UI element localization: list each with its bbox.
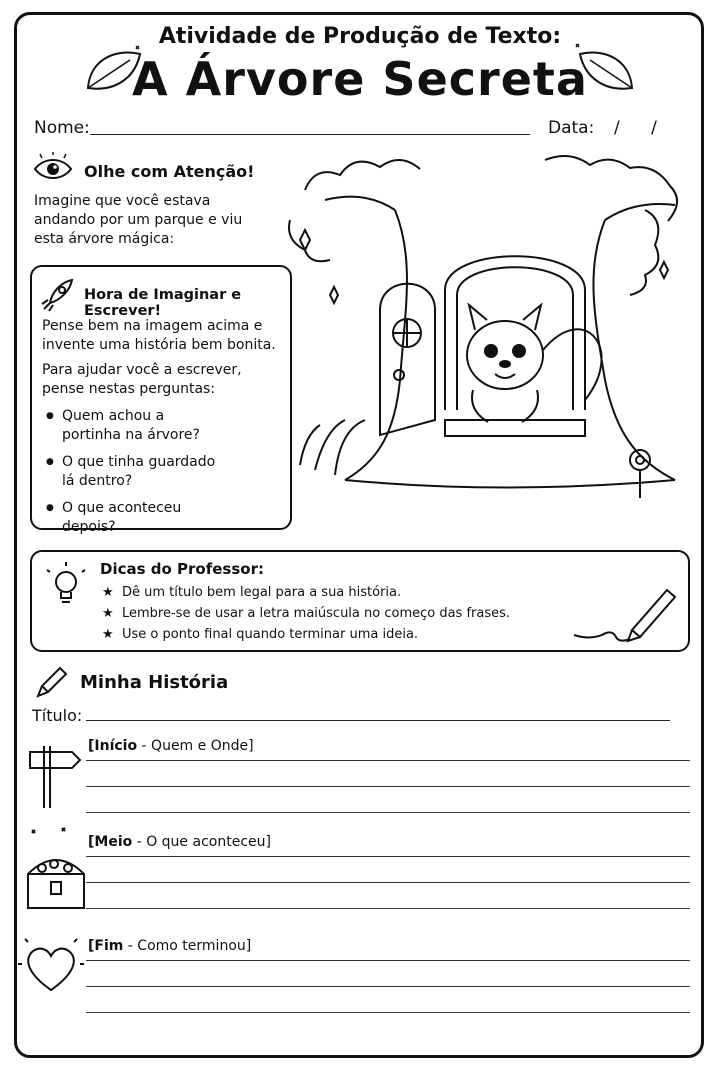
section-middle-label	[88, 834, 271, 850]
writing-line[interactable]	[86, 856, 690, 857]
writing-line[interactable]	[86, 812, 690, 813]
name-field[interactable]	[90, 134, 530, 135]
imagine-heading: Hora de Imaginar e Escrever!	[84, 287, 242, 319]
list-item: ● O que tinha guardado lá dentro?	[42, 453, 222, 491]
writing-line[interactable]	[86, 960, 690, 961]
heart-icon	[18, 934, 84, 998]
imagine-para-2: Para ajudar você a escrever, pense nestas perguntas:	[42, 362, 242, 397]
writing-line[interactable]	[86, 760, 690, 761]
signpost-icon	[26, 738, 84, 810]
writing-line[interactable]	[86, 986, 690, 987]
tips-list	[100, 582, 560, 645]
question-list	[42, 407, 222, 545]
section-start-rest: - Quem e Onde]	[137, 738, 254, 754]
list-item: ★ Use o ponto final quando terminar uma ideia.	[100, 624, 560, 645]
writing-line[interactable]	[86, 786, 690, 787]
lightbulb-icon	[46, 562, 86, 608]
story-title-field[interactable]	[86, 720, 670, 721]
writing-line[interactable]	[86, 908, 690, 909]
section-end-rest: - Como terminou]	[123, 938, 252, 954]
section-middle-bold: [Meio	[88, 834, 133, 850]
section-start-label	[88, 738, 254, 754]
section-end-bold: [Fim	[88, 938, 124, 954]
date-field[interactable]: / /	[614, 118, 657, 138]
look-heading: Olhe com Atenção!	[84, 162, 255, 181]
story-heading: Minha História	[80, 672, 229, 693]
pencil-icon	[34, 666, 68, 700]
story-title-label: Título:	[32, 706, 83, 725]
worksheet-subtitle: Atividade de Produção de Texto:	[158, 24, 562, 49]
list-item: ● Quem achou a portinha na árvore?	[42, 407, 222, 445]
imagine-box	[30, 265, 292, 535]
tree-illustration	[285, 150, 697, 530]
tips-heading: Dicas do Professor:	[100, 560, 264, 578]
eye-icon	[32, 152, 74, 184]
date-label: Data:	[548, 118, 595, 138]
writing-line[interactable]	[86, 882, 690, 883]
tips-box	[30, 550, 690, 652]
list-item: ★ Lembre-se de usar a letra maiúscula no começo das frases.	[100, 603, 560, 624]
section-start-bold: [Início	[88, 738, 138, 754]
rocket-icon	[40, 277, 76, 313]
treasure-chest-icon	[24, 826, 90, 912]
worksheet-title: A Árvore Secreta	[132, 52, 588, 106]
writing-line[interactable]	[86, 1012, 690, 1013]
imagine-para-1: Pense bem na imagem acima e invente uma história bem bonita.	[42, 318, 276, 353]
list-item: ● O que aconteceu depois?	[42, 499, 222, 537]
section-end-label	[88, 938, 251, 954]
pencil-icon	[572, 580, 682, 644]
look-text: Imagine que você estava andando por um parque e viu esta árvore mágica:	[34, 193, 243, 247]
section-middle-rest: - O que aconteceu]	[132, 834, 271, 850]
name-label: Nome:	[34, 118, 90, 138]
list-item: ★ Dê um título bem legal para a sua história.	[100, 582, 560, 603]
